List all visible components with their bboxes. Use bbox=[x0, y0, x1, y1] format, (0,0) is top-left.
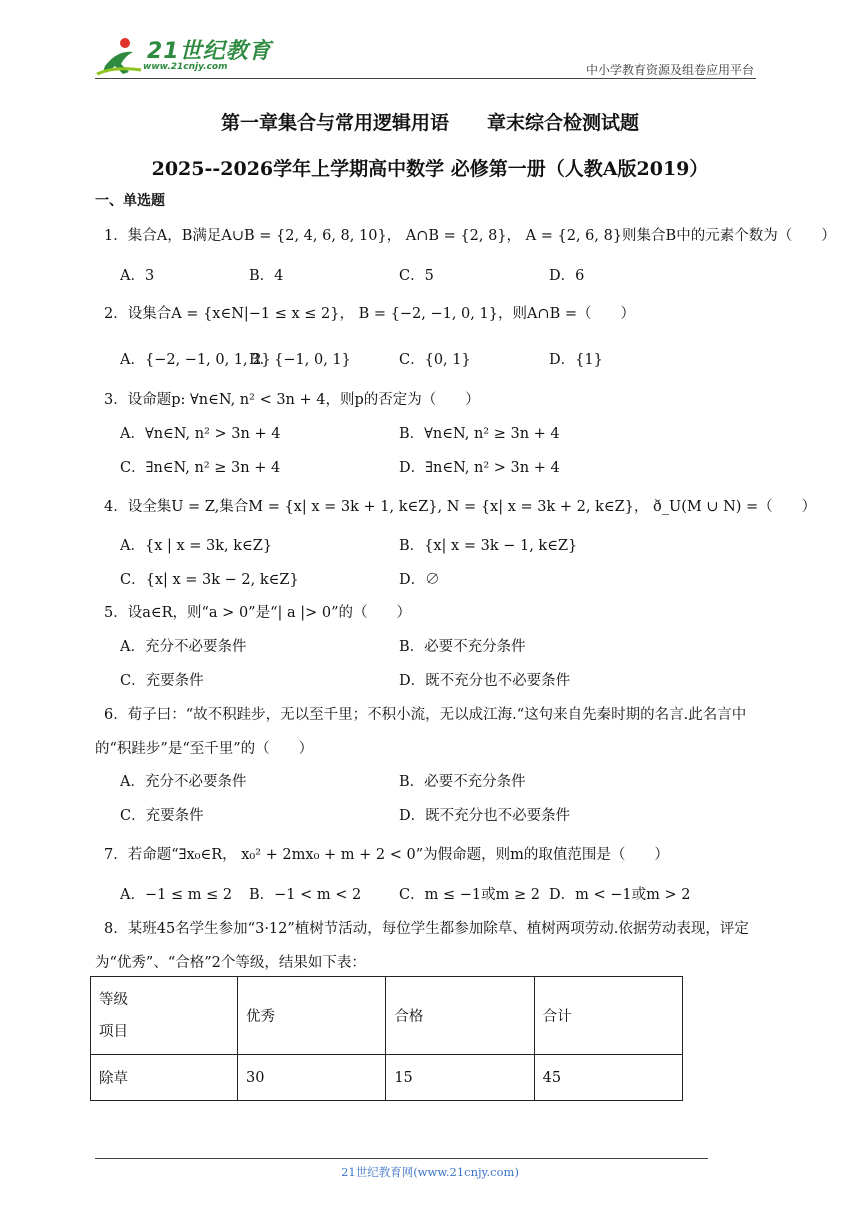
runner-logo-icon bbox=[95, 36, 147, 78]
document-title: 第一章集合与常用逻辑用语 章末综合检测试题 bbox=[220, 112, 639, 134]
table-header-grade: 等级 bbox=[99, 991, 128, 1008]
table-cell: 15 bbox=[386, 1055, 534, 1101]
question-4-stem: 4．设全集U = Z,集合M = {x| x = 3k + 1, k∈Z}, N = {x| x = 3k + 2, k∈Z}， ð_U(M ∪ N) =（ ） bbox=[104, 499, 817, 515]
question-4-option-a: A．{x | x = 3k, k∈Z} bbox=[120, 538, 273, 554]
question-8-stem-line2: 为“优秀”、“合格”2个等级，结果如下表： bbox=[95, 955, 366, 971]
question-1-option-c: C．5 bbox=[399, 268, 434, 284]
table-col-header: 优秀 bbox=[238, 977, 386, 1055]
question-5-option-a: A．充分不必要条件 bbox=[120, 639, 247, 655]
question-8-stem-line1: 8．某班45名学生参加“3·12”植树节活动，每位学生都参加除草、植树两项劳动.依据劳动表现，评定 bbox=[104, 921, 749, 937]
question-4-option-c: C．{x| x = 3k − 2, k∈Z} bbox=[120, 572, 299, 588]
section-heading: 一、单选题 bbox=[95, 193, 165, 209]
question-1-stem: 1．集合A，B满足A∪B = {2, 4, 6, 8, 10}， A∩B = {2, 8}， A = {2, 6, 8}则集合B中的元素个数为（ ） bbox=[104, 228, 836, 244]
document-subtitle: 2025--2026学年上学期高中数学 必修第一册（人教A版2019） bbox=[151, 158, 709, 180]
question-6-stem-line1: 6．荀子曰：“故不积跬步，无以至千里；不积小流，无以成江海.“这句来自先秦时期的名言.此名言中 bbox=[104, 707, 747, 723]
question-4-option-d: D．∅ bbox=[399, 572, 440, 588]
question-2-option-b: B．{−1, 0, 1} bbox=[249, 352, 351, 368]
question-6-stem-line2: 的“积跬步”是“至千里”的（ ） bbox=[95, 741, 314, 757]
question-6-option-b: B．必要不充分条件 bbox=[399, 774, 526, 790]
footer-text: 21世纪教育网(www.21cnjy.com) bbox=[341, 1165, 519, 1179]
question-6-option-a: A．充分不必要条件 bbox=[120, 774, 247, 790]
question-7-option-d: D．m < −1或m > 2 bbox=[549, 887, 691, 903]
table-row-label: 除草 bbox=[91, 1055, 238, 1101]
question-1-option-b: B．4 bbox=[249, 268, 284, 284]
logo-text: 21世纪教育 bbox=[147, 39, 272, 64]
question-2-stem: 2．设集合A = {x∈N|−1 ≤ x ≤ 2}， B = {−2, −1, 0, 1}，则A∩B =（ ） bbox=[104, 306, 635, 322]
question-5-option-c: C．充要条件 bbox=[120, 673, 204, 689]
table-cell: 45 bbox=[534, 1055, 682, 1101]
question-3-option-a: A．∀n∈N, n² > 3n + 4 bbox=[120, 426, 281, 442]
question-2-option-a: A．{−2, −1, 0, 1, 2} bbox=[120, 352, 271, 368]
table-corner-cell bbox=[91, 977, 238, 1055]
question-1-option-d: D．6 bbox=[549, 268, 585, 284]
grade-table bbox=[90, 976, 683, 1101]
question-5-stem: 5．设a∈R，则“a > 0”是“| a |> 0”的（ ） bbox=[104, 605, 412, 621]
site-logo bbox=[95, 36, 275, 78]
question-3-option-c: C．∃n∈N, n² ≥ 3n + 4 bbox=[120, 460, 281, 476]
question-3-option-d: D．∃n∈N, n² > 3n + 4 bbox=[399, 460, 560, 476]
question-3-stem: 3．设命题p: ∀n∈N, n² < 3n + 4，则p的否定为（ ） bbox=[104, 392, 480, 408]
question-2-option-d: D．{1} bbox=[549, 352, 603, 368]
question-3-option-b: B．∀n∈N, n² ≥ 3n + 4 bbox=[399, 426, 560, 442]
table-col-header: 合计 bbox=[534, 977, 682, 1055]
header-divider bbox=[95, 78, 756, 79]
question-7-stem: 7．若命题“∃x₀∈R， x₀² + 2mx₀ + m + 2 < 0”为假命题，则m的取值范围是（ ） bbox=[104, 847, 669, 863]
question-7-option-a: A．−1 ≤ m ≤ 2 bbox=[120, 887, 233, 903]
footer-divider bbox=[95, 1158, 708, 1159]
question-5-option-b: B．必要不充分条件 bbox=[399, 639, 526, 655]
question-2-option-c: C．{0, 1} bbox=[399, 352, 471, 368]
table-row bbox=[91, 1055, 683, 1101]
logo-url: www.21cnjy.com bbox=[143, 62, 228, 72]
table-col-header: 合格 bbox=[386, 977, 534, 1055]
platform-tagline: 中小学教育资源及组卷应用平台 bbox=[585, 63, 754, 77]
question-7-option-b: B．−1 < m < 2 bbox=[249, 887, 362, 903]
table-header-row bbox=[91, 977, 683, 1055]
table-cell: 30 bbox=[238, 1055, 386, 1101]
question-1-option-a: A．3 bbox=[120, 268, 155, 284]
question-6-option-c: C．充要条件 bbox=[120, 808, 204, 824]
question-7-option-c: C．m ≤ −1或m ≥ 2 bbox=[399, 887, 540, 903]
question-4-option-b: B．{x| x = 3k − 1, k∈Z} bbox=[399, 538, 578, 554]
question-5-option-d: D．既不充分也不必要条件 bbox=[399, 673, 571, 689]
question-6-option-d: D．既不充分也不必要条件 bbox=[399, 808, 571, 824]
table-header-item: 项目 bbox=[99, 1023, 128, 1040]
